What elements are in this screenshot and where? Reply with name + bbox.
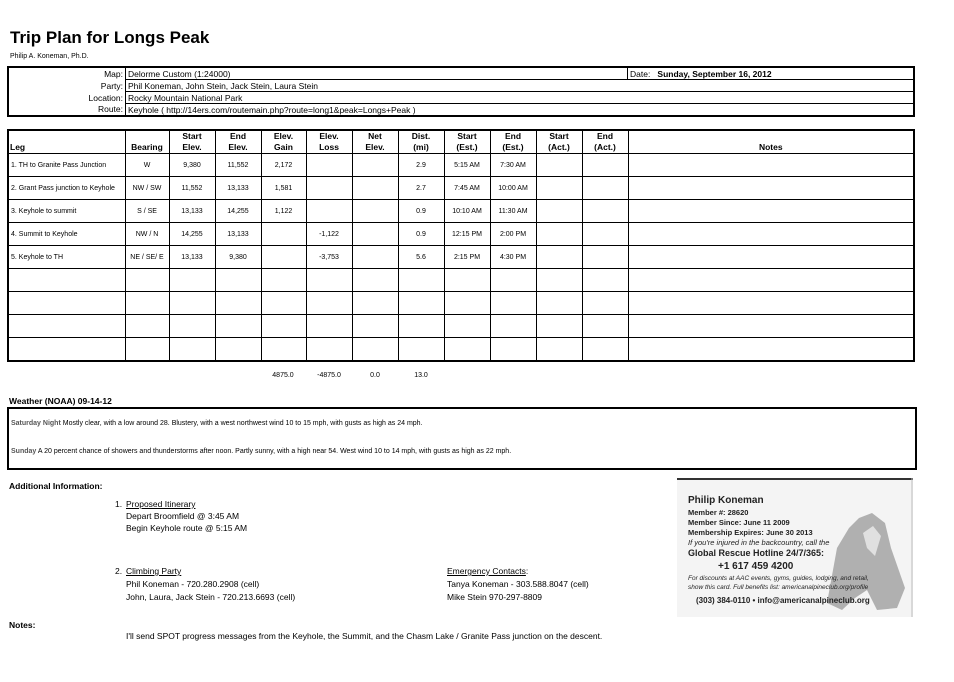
cell-end-act <box>582 315 628 338</box>
date-label: Date: <box>630 68 651 79</box>
cell-end-act <box>582 223 628 246</box>
cell-net-elev <box>352 292 398 315</box>
emergency-line1: Tanya Koneman - 303.588.8047 (cell) <box>447 579 589 589</box>
weather-sunday-label: Sunday <box>11 448 37 455</box>
header-net-elev-line2: Elev. <box>365 142 385 152</box>
cell-elev-loss <box>306 154 352 177</box>
cell-leg: 2. Grant Pass junction to Keyhole <box>8 177 125 200</box>
cell-elev-loss <box>306 338 352 362</box>
card-expires: Membership Expires: June 30 2013 <box>688 528 813 537</box>
item1-line1: Depart Broomfield @ 3:45 AM <box>126 511 240 521</box>
cell-start-est <box>444 338 490 362</box>
cell-distance: 0.9 <box>398 200 444 223</box>
cell-end-elev: 11,552 <box>215 154 261 177</box>
cell-bearing <box>125 315 169 338</box>
total-gain: 4875.0 <box>272 372 294 379</box>
map-value: Delorme Custom (1:24000) <box>126 67 628 80</box>
header-start-elev-line2: Elev. <box>182 142 202 152</box>
weather-title: Weather (NOAA) 09-14-12 <box>9 396 112 406</box>
item2-line2: John, Laura, Jack Stein - 720.213.6693 (cell) <box>126 592 296 602</box>
table-row <box>8 246 914 269</box>
legs-table <box>7 129 915 362</box>
cell-distance: 0.9 <box>398 223 444 246</box>
header-elev-gain-line1: Elev. <box>273 131 294 141</box>
card-discounts-2: show this card. Full benefits list: americanalpineclub.org/profile <box>688 584 869 591</box>
cell-bearing: S / SE <box>125 200 169 223</box>
header-bearing <box>125 130 169 154</box>
date-value: Sunday, September 16, 2012 <box>657 68 772 79</box>
cell-elev-gain <box>261 246 306 269</box>
cell-net-elev <box>352 200 398 223</box>
header-start-elev-line1: Start <box>182 131 202 141</box>
cell-net-elev <box>352 315 398 338</box>
weather-sunday <box>11 448 511 455</box>
cell-start-elev: 11,552 <box>169 177 215 200</box>
cell-distance <box>398 315 444 338</box>
cell-elev-loss: -1,122 <box>306 223 352 246</box>
emergency-line2: Mike Stein 970-297-8809 <box>447 592 542 602</box>
cell-bearing <box>125 292 169 315</box>
cell-end-est: 10:00 AM <box>490 177 536 200</box>
cell-start-act <box>536 223 582 246</box>
cell-elev-gain <box>261 269 306 292</box>
cell-distance <box>398 338 444 362</box>
cell-start-act <box>536 246 582 269</box>
cell-distance <box>398 292 444 315</box>
cell-start-est: 12:15 PM <box>444 223 490 246</box>
cell-start-est <box>444 292 490 315</box>
emergency-colon: : <box>525 566 529 576</box>
header-start-act-line2: (Act.) <box>548 142 570 152</box>
cell-end-elev: 13,133 <box>215 177 261 200</box>
page-title: Trip Plan for Longs Peak <box>10 28 210 47</box>
route-label: Route: <box>97 104 123 115</box>
date-cell <box>628 67 915 80</box>
header-notes-line2: Notes <box>758 142 783 152</box>
cell-notes <box>628 338 914 362</box>
legs-body <box>8 154 914 362</box>
header-end-est-line1: End <box>504 131 522 141</box>
table-row <box>8 200 914 223</box>
cell-elev-gain <box>261 223 306 246</box>
cell-net-elev <box>352 223 398 246</box>
cell-bearing: W <box>125 154 169 177</box>
cell-net-elev <box>352 246 398 269</box>
cell-end-est: 7:30 AM <box>490 154 536 177</box>
cell-elev-gain: 1,122 <box>261 200 306 223</box>
cell-start-act <box>536 154 582 177</box>
cell-elev-gain <box>261 315 306 338</box>
card-member-since: Member Since: June 11 2009 <box>688 518 790 527</box>
cell-elev-gain <box>261 292 306 315</box>
header-bearing-line1 <box>127 131 168 142</box>
total-loss: -4875.0 <box>317 372 341 379</box>
cell-notes <box>628 246 914 269</box>
cell-leg: 5. Keyhole to TH <box>8 246 125 269</box>
cell-net-elev <box>352 269 398 292</box>
membership-card-image <box>677 478 913 617</box>
header-elev-gain <box>261 130 306 154</box>
cell-end-act <box>582 338 628 362</box>
cell-end-elev: 14,255 <box>215 200 261 223</box>
cell-elev-gain: 2,172 <box>261 154 306 177</box>
item2-title: Climbing Party <box>126 566 182 576</box>
weather-sunday-text: A 20 percent chance of showers and thunderstorms after noon. Partly sunny, with a high near 54. West wind 10 to 14 mph, with gusts as high as 22 mph. <box>37 448 512 455</box>
trip-info-table <box>7 66 915 117</box>
header-end-elev <box>215 130 261 154</box>
cell-start-est: 10:10 AM <box>444 200 490 223</box>
cell-notes <box>628 269 914 292</box>
cell-notes <box>628 315 914 338</box>
cell-end-act <box>582 200 628 223</box>
cell-leg: 1. TH to Granite Pass Junction <box>8 154 125 177</box>
cell-start-act <box>536 200 582 223</box>
cell-end-elev: 13,133 <box>215 223 261 246</box>
card-discounts-1: For discounts at AAC events, gyms, guides, lodging, and retail, <box>688 575 869 582</box>
header-start-elev <box>169 130 215 154</box>
cell-leg <box>8 292 125 315</box>
cell-notes <box>628 154 914 177</box>
header-bearing-line2: Bearing <box>131 142 163 152</box>
cell-notes <box>628 177 914 200</box>
cell-elev-gain: 1,581 <box>261 177 306 200</box>
header-end-act-line2: (Act.) <box>594 142 616 152</box>
cell-start-act <box>536 177 582 200</box>
cell-start-act <box>536 269 582 292</box>
cell-end-est <box>490 292 536 315</box>
cell-end-act <box>582 292 628 315</box>
cell-notes <box>628 292 914 315</box>
item2-line1: Phil Koneman - 720.280.2908 (cell) <box>126 579 260 589</box>
cell-elev-loss <box>306 269 352 292</box>
cell-end-est <box>490 338 536 362</box>
header-leg-line2: Leg <box>10 142 26 152</box>
header-start-est-line1: Start <box>457 131 477 141</box>
cell-end-act <box>582 177 628 200</box>
cell-start-elev: 14,255 <box>169 223 215 246</box>
header-start-est <box>444 130 490 154</box>
cell-end-elev <box>215 338 261 362</box>
cell-net-elev <box>352 154 398 177</box>
cell-elev-loss <box>306 200 352 223</box>
cell-distance: 5.6 <box>398 246 444 269</box>
cell-end-est <box>490 315 536 338</box>
cell-start-est: 7:45 AM <box>444 177 490 200</box>
table-row <box>8 223 914 246</box>
cell-start-act <box>536 292 582 315</box>
cell-elev-gain <box>261 338 306 362</box>
cell-leg <box>8 269 125 292</box>
cell-bearing <box>125 338 169 362</box>
cell-start-elev <box>169 315 215 338</box>
header-leg-line1 <box>10 131 124 142</box>
cell-end-act <box>582 154 628 177</box>
card-injured: If you're injured in the backcountry, call the <box>688 538 830 547</box>
total-net: 0.0 <box>370 372 380 379</box>
cell-end-est <box>490 269 536 292</box>
card-member-number: Member #: 28620 <box>688 508 749 517</box>
location-label: Location: <box>88 92 123 103</box>
cell-elev-loss <box>306 315 352 338</box>
weather-saturday <box>11 420 423 427</box>
party-value: Phil Koneman, John Stein, Jack Stein, Laura Stein <box>126 80 915 92</box>
header-end-elev-line1: End <box>229 131 247 141</box>
item1-line2: Begin Keyhole route @ 5:15 AM <box>126 523 248 533</box>
weather-saturday-label: Saturday Night <box>11 420 61 427</box>
cell-start-elev <box>169 338 215 362</box>
cell-distance: 2.9 <box>398 154 444 177</box>
cell-elev-loss <box>306 177 352 200</box>
table-row <box>8 292 914 315</box>
cell-notes <box>628 200 914 223</box>
header-distance-line1: Dist. <box>411 131 431 141</box>
card-phone: +1 617 459 4200 <box>718 561 794 572</box>
cell-end-act <box>582 246 628 269</box>
cell-distance <box>398 269 444 292</box>
cell-distance: 2.7 <box>398 177 444 200</box>
route-value: Keyhole ( http://14ers.com/routemain.php?route=long1&peak=Longs+Peak ) <box>126 104 915 117</box>
cell-start-est <box>444 315 490 338</box>
table-row <box>8 154 914 177</box>
cell-start-act <box>536 315 582 338</box>
cell-start-elev: 13,133 <box>169 246 215 269</box>
cell-elev-loss: -3,753 <box>306 246 352 269</box>
card-name: Philip Koneman <box>688 495 764 506</box>
cell-leg: 3. Keyhole to summit <box>8 200 125 223</box>
cell-bearing: NW / N <box>125 223 169 246</box>
item1-number: 1. <box>115 499 123 509</box>
party-label: Party: <box>100 80 123 91</box>
cell-end-elev <box>215 292 261 315</box>
cell-end-elev <box>215 315 261 338</box>
cell-leg <box>8 315 125 338</box>
header-end-act <box>582 130 628 154</box>
header-elev-loss-line2: Loss <box>319 142 339 152</box>
cell-start-act <box>536 338 582 362</box>
header-elev-loss <box>306 130 352 154</box>
cell-leg: 4. Summit to Keyhole <box>8 223 125 246</box>
cell-start-est <box>444 269 490 292</box>
table-row <box>8 338 914 362</box>
cell-start-est: 2:15 PM <box>444 246 490 269</box>
header-notes-line1 <box>630 131 913 142</box>
header-end-est-line2: (Est.) <box>502 142 524 152</box>
card-hotline: Global Rescue Hotline 24/7/365: <box>688 548 825 558</box>
header-net-elev-line1: Net <box>368 131 382 141</box>
header-end-est <box>490 130 536 154</box>
card-contact: (303) 384-0110 • info@americanalpineclub.org <box>696 596 870 605</box>
cell-end-est: 4:30 PM <box>490 246 536 269</box>
cell-start-elev: 13,133 <box>169 200 215 223</box>
cell-notes <box>628 223 914 246</box>
author: Philip A. Koneman, Ph.D. <box>10 53 89 60</box>
cell-start-est: 5:15 AM <box>444 154 490 177</box>
cell-end-elev <box>215 269 261 292</box>
header-leg <box>8 130 125 154</box>
cell-bearing: NW / SW <box>125 177 169 200</box>
weather-box <box>7 407 917 470</box>
cell-end-est: 11:30 AM <box>490 200 536 223</box>
item1-title: Proposed Itinerary <box>126 499 196 509</box>
header-distance <box>398 130 444 154</box>
cell-leg <box>8 338 125 362</box>
cell-start-elev <box>169 269 215 292</box>
legs-header-row <box>8 130 914 154</box>
weather-saturday-text: Mostly clear, with a low around 28. Blustery, with a west northwest wind 10 to 15 mph, with gusts as high as 24 mph. <box>62 420 423 427</box>
header-start-est-line2: (Est.) <box>456 142 478 152</box>
emergency-heading <box>447 566 528 576</box>
additional-info-title: Additional Information: <box>9 481 103 491</box>
cell-net-elev <box>352 177 398 200</box>
cell-elev-loss <box>306 292 352 315</box>
header-elev-gain-line2: Gain <box>274 142 293 152</box>
header-start-act-line1: Start <box>549 131 569 141</box>
table-row <box>8 269 914 292</box>
map-label: Map: <box>104 68 123 79</box>
header-elev-loss-line1: Elev. <box>319 131 339 141</box>
item2-number: 2. <box>115 566 123 576</box>
cell-start-elev: 9,380 <box>169 154 215 177</box>
cell-start-elev <box>169 292 215 315</box>
notes-title: Notes: <box>9 620 36 630</box>
location-value: Rocky Mountain National Park <box>126 92 915 104</box>
cell-bearing <box>125 269 169 292</box>
header-notes <box>628 130 914 154</box>
header-end-elev-line2: Elev. <box>228 142 248 152</box>
cell-end-elev: 9,380 <box>215 246 261 269</box>
emergency-title: Emergency Contacts <box>447 566 526 576</box>
total-distance: 13.0 <box>414 372 428 379</box>
cell-bearing: NE / SE/ E <box>125 246 169 269</box>
table-row <box>8 315 914 338</box>
cell-end-act <box>582 269 628 292</box>
header-distance-line2: (mi) <box>413 142 429 152</box>
header-start-act <box>536 130 582 154</box>
notes-text: I'll send SPOT progress messages from the Keyhole, the Summit, and the Chasm Lake / Granite Pass junction on the descent. <box>126 631 603 641</box>
cell-end-est: 2:00 PM <box>490 223 536 246</box>
cell-net-elev <box>352 338 398 362</box>
header-end-act-line1: End <box>596 131 614 141</box>
header-net-elev <box>352 130 398 154</box>
table-row <box>8 177 914 200</box>
